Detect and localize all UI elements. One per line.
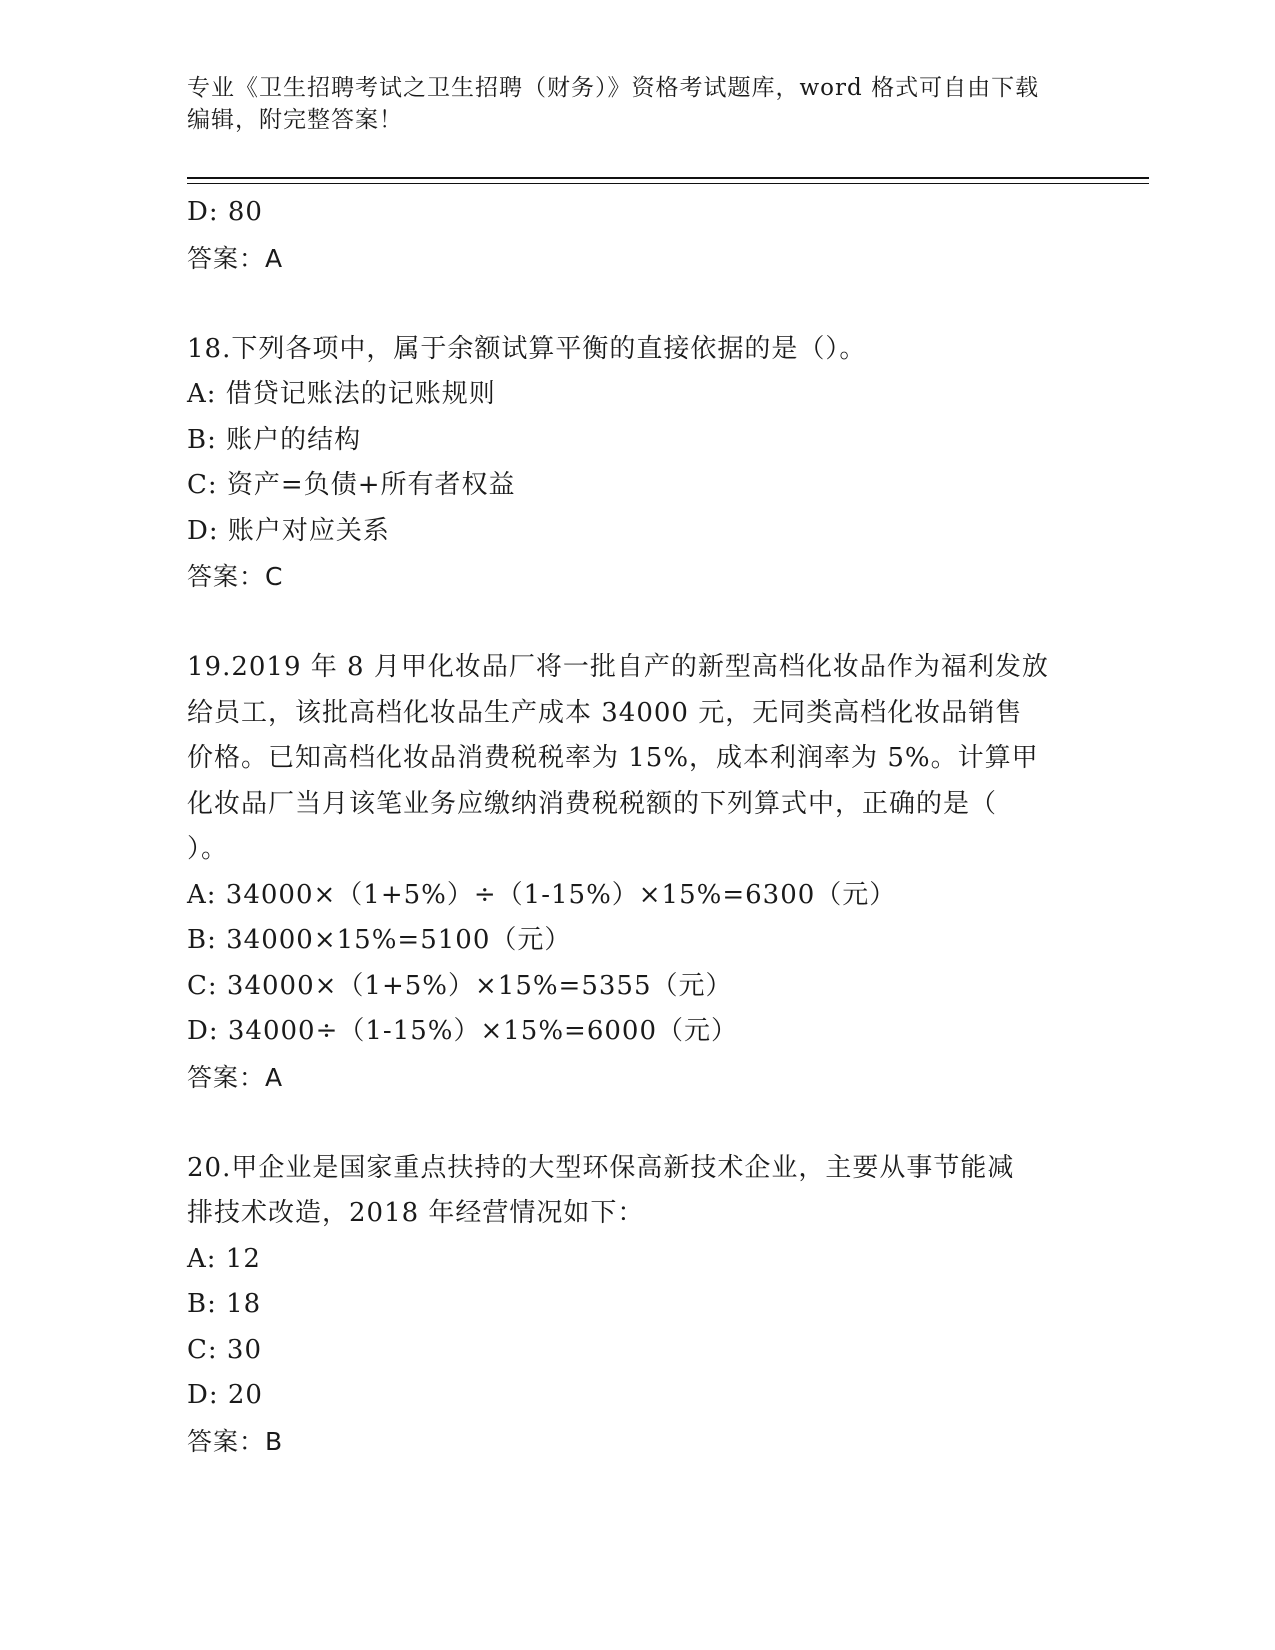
q18-stem: 18.下列各项中，属于余额试算平衡的直接依据的是（）。	[187, 333, 867, 364]
q19-option-c: C: 34000×（1+5%）×15%=5355（元）	[187, 970, 733, 1001]
q20-option-c: C: 30	[187, 1334, 263, 1365]
q20-option-b: B: 18	[187, 1289, 262, 1319]
spacer	[187, 1100, 1087, 1146]
q19-option-b: B: 34000×15%=5100（元）	[187, 925, 572, 955]
spacer	[187, 281, 1087, 327]
q19-stem-line-3: 价格。已知高档化妆品消费税税率为 15%，成本利润率为 5%。计算甲	[187, 743, 1039, 773]
q20-option-a: A: 12	[187, 1243, 261, 1274]
q19-stem-line-2: 给员工，该批高档化妆品生产成本 34000 元，无同类高档化妆品销售	[187, 697, 1023, 728]
q18-option-b: B: 账户的结构	[187, 424, 362, 455]
header-divider-thin	[187, 183, 1149, 184]
q20-option-d: D: 20	[187, 1380, 263, 1410]
header-divider-thick	[187, 177, 1149, 179]
q18-option-a: A: 借贷记账法的记账规则	[187, 379, 496, 409]
header-line-1: 专业《卫生招聘考试之卫生招聘（财务）》资格考试题库，word 格式可自由下载	[187, 75, 1040, 101]
q18-answer: 答案：C	[187, 562, 284, 591]
q18-option-c: C: 资产=负债+所有者权益	[187, 470, 516, 500]
q19-stem-line-5: ）。	[187, 834, 229, 864]
spacer	[187, 600, 1087, 646]
prev-answer: 答案：A	[187, 243, 284, 273]
q19-option-d: D: 34000÷（1-15%）×15%=6000（元）	[187, 1016, 739, 1046]
q19-option-a: A: 34000×（1+5%）÷（1-15%）×15%=6300（元）	[187, 879, 897, 910]
header-line-2: 编辑，附完整答案！	[187, 107, 403, 133]
prev-option-d: D: 80	[187, 197, 263, 227]
document-body	[187, 190, 1087, 1464]
q20-stem-line-1: 20.甲企业是国家重点扶持的大型环保高新技术企业，主要从事节能减	[187, 1152, 1015, 1183]
q20-answer: 答案：B	[187, 1426, 284, 1456]
document-header	[187, 72, 1067, 136]
q18-option-d: D: 账户对应关系	[187, 515, 390, 546]
q19-stem-line-1: 19.2019 年 8 月甲化妆品厂将一批自产的新型高档化妆品作为福利发放	[187, 652, 1049, 682]
q19-answer: 答案：A	[187, 1062, 284, 1092]
q19-stem-line-4: 化妆品厂当月该笔业务应缴纳消费税税额的下列算式中，正确的是（	[187, 788, 998, 819]
q20-stem-line-2: 排技术改造，2018 年经营情况如下：	[187, 1198, 645, 1228]
